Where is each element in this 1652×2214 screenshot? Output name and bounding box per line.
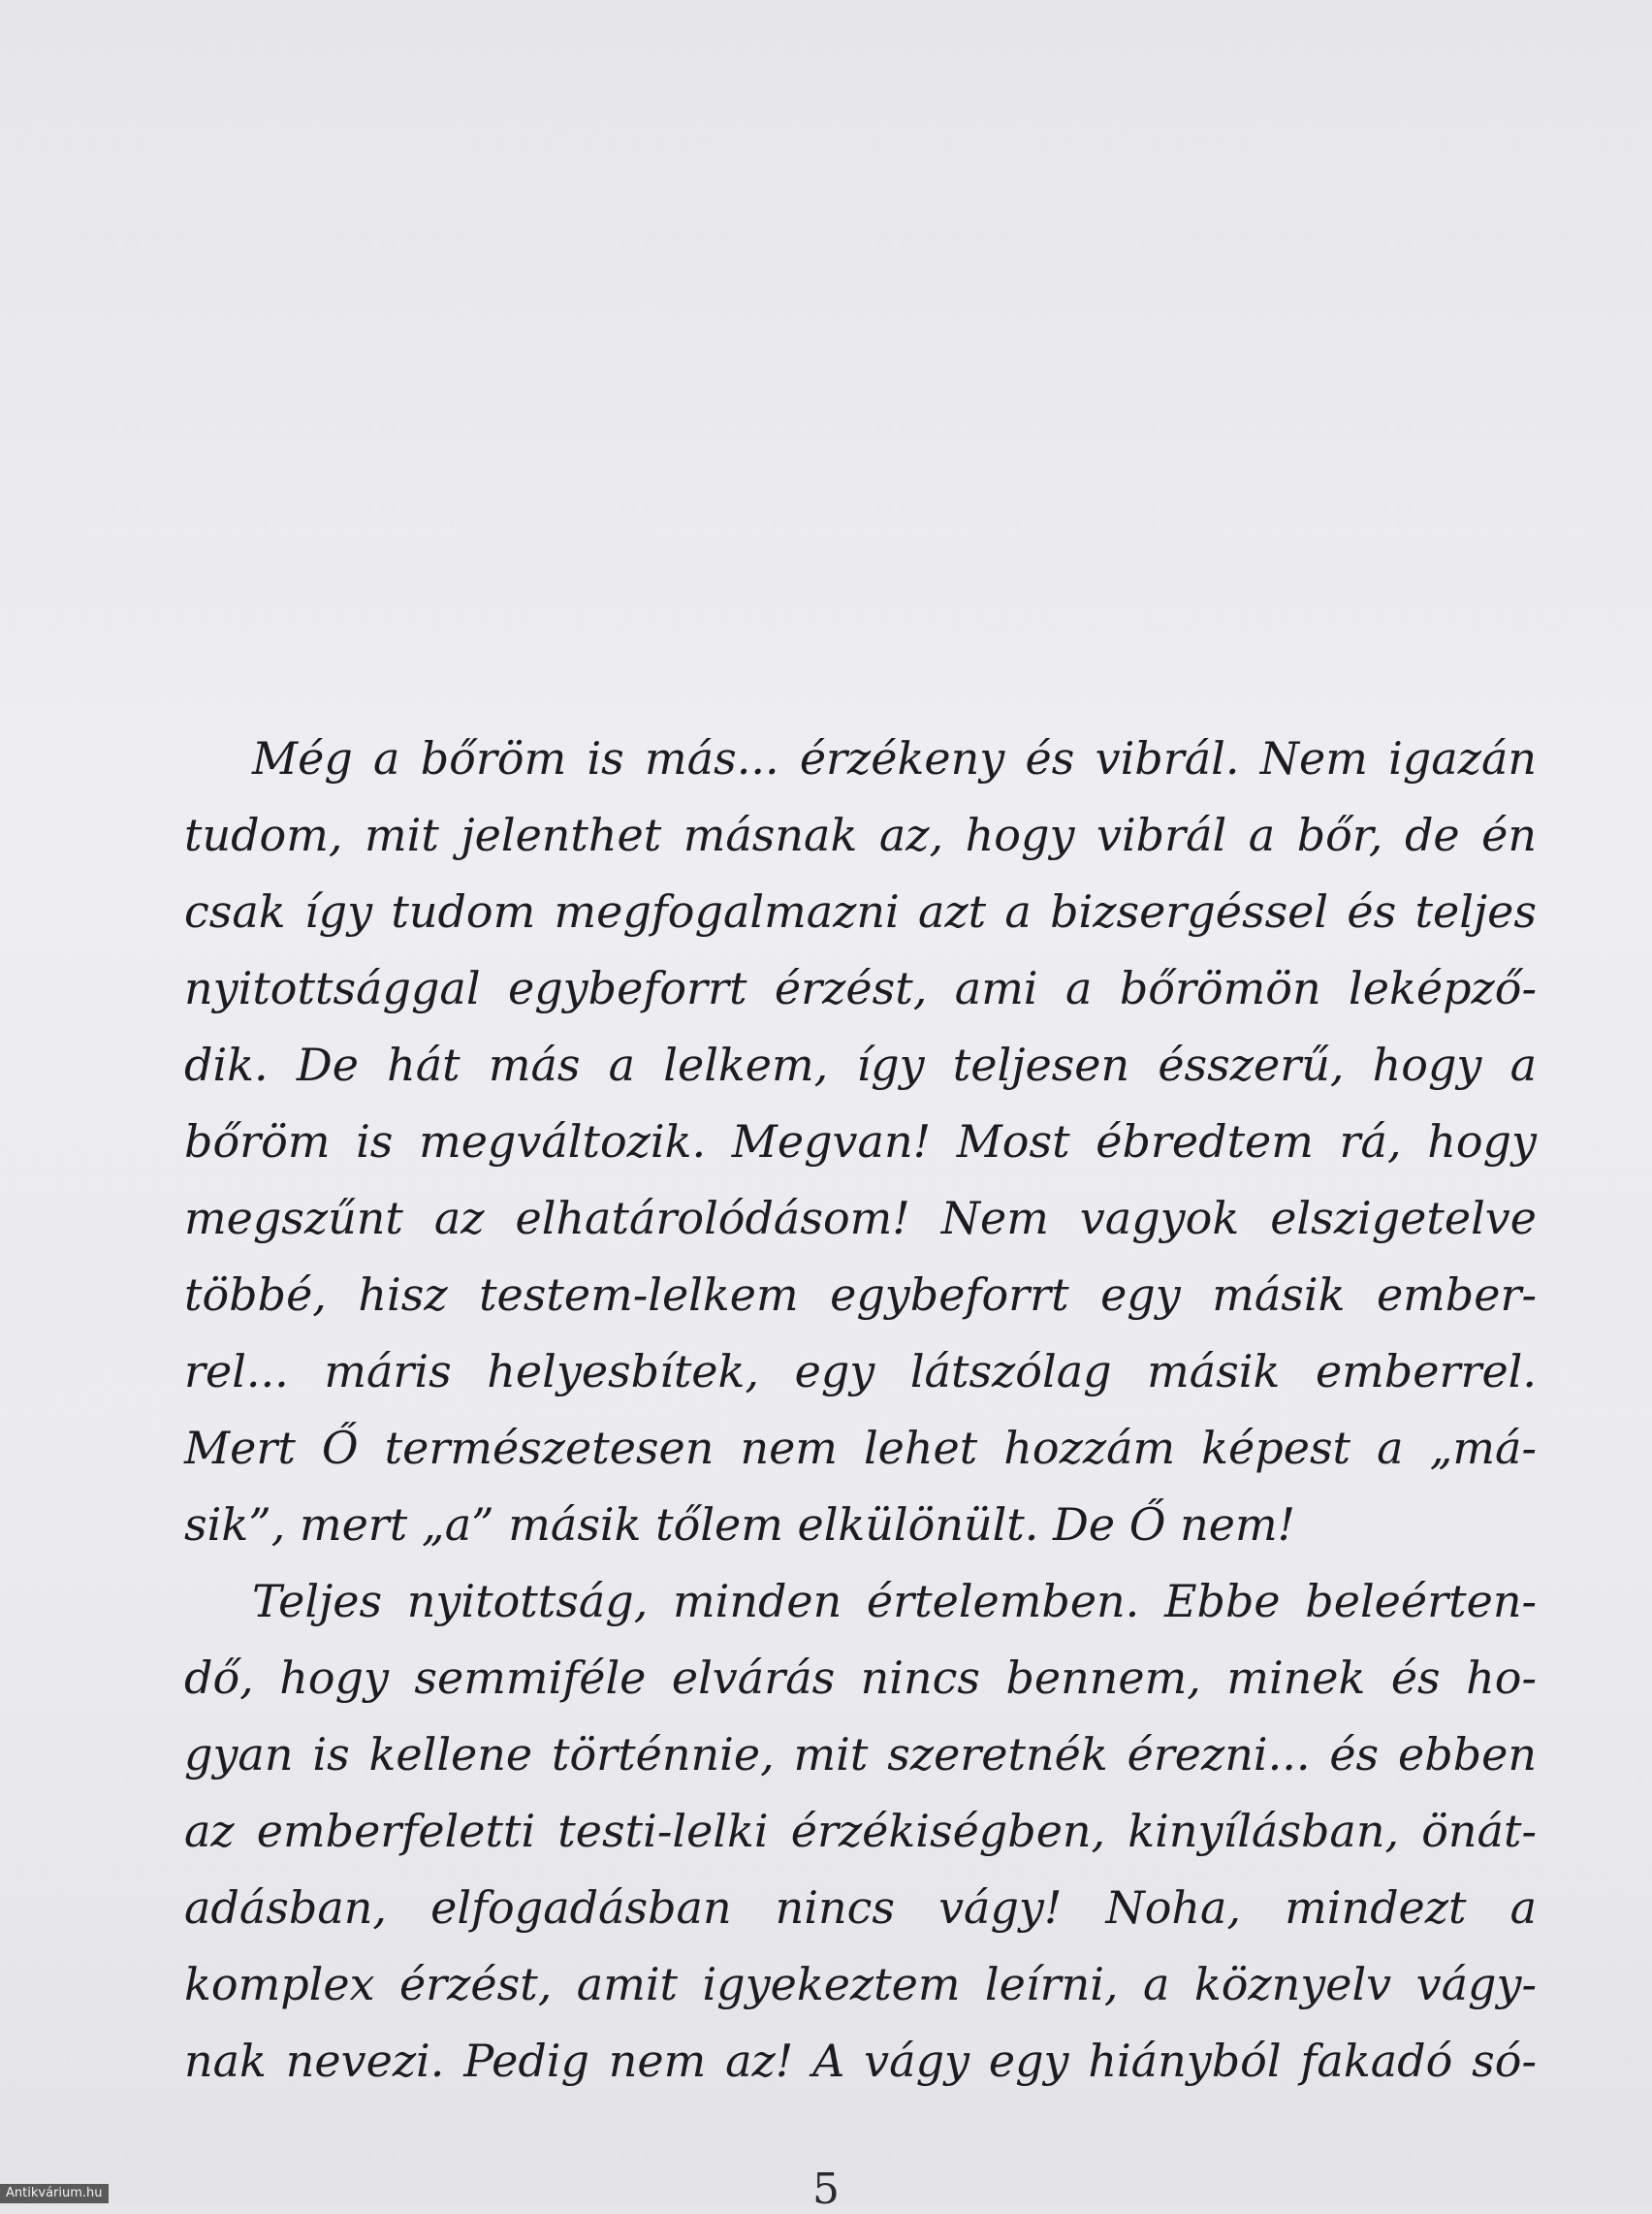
- text-line: többé, hisz testem-lelkem egybeforrt egy másik ember-: [184, 1268, 1537, 1321]
- text-line: nyitottsággal egybeforrt érzést, ami a bőrömön leképző-: [184, 962, 1537, 1014]
- paragraph-2: [184, 1563, 1537, 2100]
- text-line: Még a bőröm is más... érzékeny és vibrál. Nem igazán: [252, 732, 1537, 785]
- text-line: komplex érzést, amit igyekeztem leírni, a köznyelv vágy-: [184, 1958, 1537, 2010]
- page-body: [184, 721, 1537, 2100]
- text-line: tudom, mit jelenthet másnak az, hogy vibrál a bőr, de én: [184, 809, 1537, 861]
- text-line: csak így tudom megfogalmazni azt a bizsergéssel és teljes: [184, 885, 1537, 938]
- text-line: dik. De hát más a lelkem, így teljesen ésszerű, hogy a: [184, 1039, 1537, 1091]
- text-line: Mert Ő természetesen nem lehet hozzám képest a „má-: [184, 1422, 1537, 1474]
- text-line: dő, hogy semmiféle elvárás nincs bennem, minek és ho-: [184, 1652, 1537, 1704]
- text-line: Teljes nyitottság, minden értelemben. Ebbe beleérten-: [252, 1575, 1537, 1627]
- text-line: megszűnt az elhatárolódásom! Nem vagyok elszigetelve: [184, 1192, 1537, 1244]
- text-line: nak nevezi. Pedig nem az! A vágy egy hiányból fakadó só-: [184, 2035, 1537, 2087]
- text-line: rel... máris helyesbítek, egy látszólag másik emberrel.: [184, 1345, 1537, 1397]
- text-line: sik”, mert „a” másik tőlem elkülönült. De Ő nem!: [184, 1498, 1296, 1551]
- watermark-logo: Antikvárium.hu: [0, 2184, 109, 2203]
- page-number: 5: [812, 2165, 840, 2214]
- paragraph-1: [184, 721, 1537, 1563]
- text-line: bőröm is megváltozik. Megvan! Most ébredtem rá, hogy: [184, 1115, 1537, 1168]
- text-line: gyan is kellene történnie, mit szeretnék érezni... és ebben: [184, 1728, 1537, 1781]
- text-line: az emberfeletti testi-lelki érzékiségben, kinyílásban, önát-: [184, 1805, 1537, 1857]
- text-line: adásban, elfogadásban nincs vágy! Noha, mindezt a: [184, 1881, 1537, 1934]
